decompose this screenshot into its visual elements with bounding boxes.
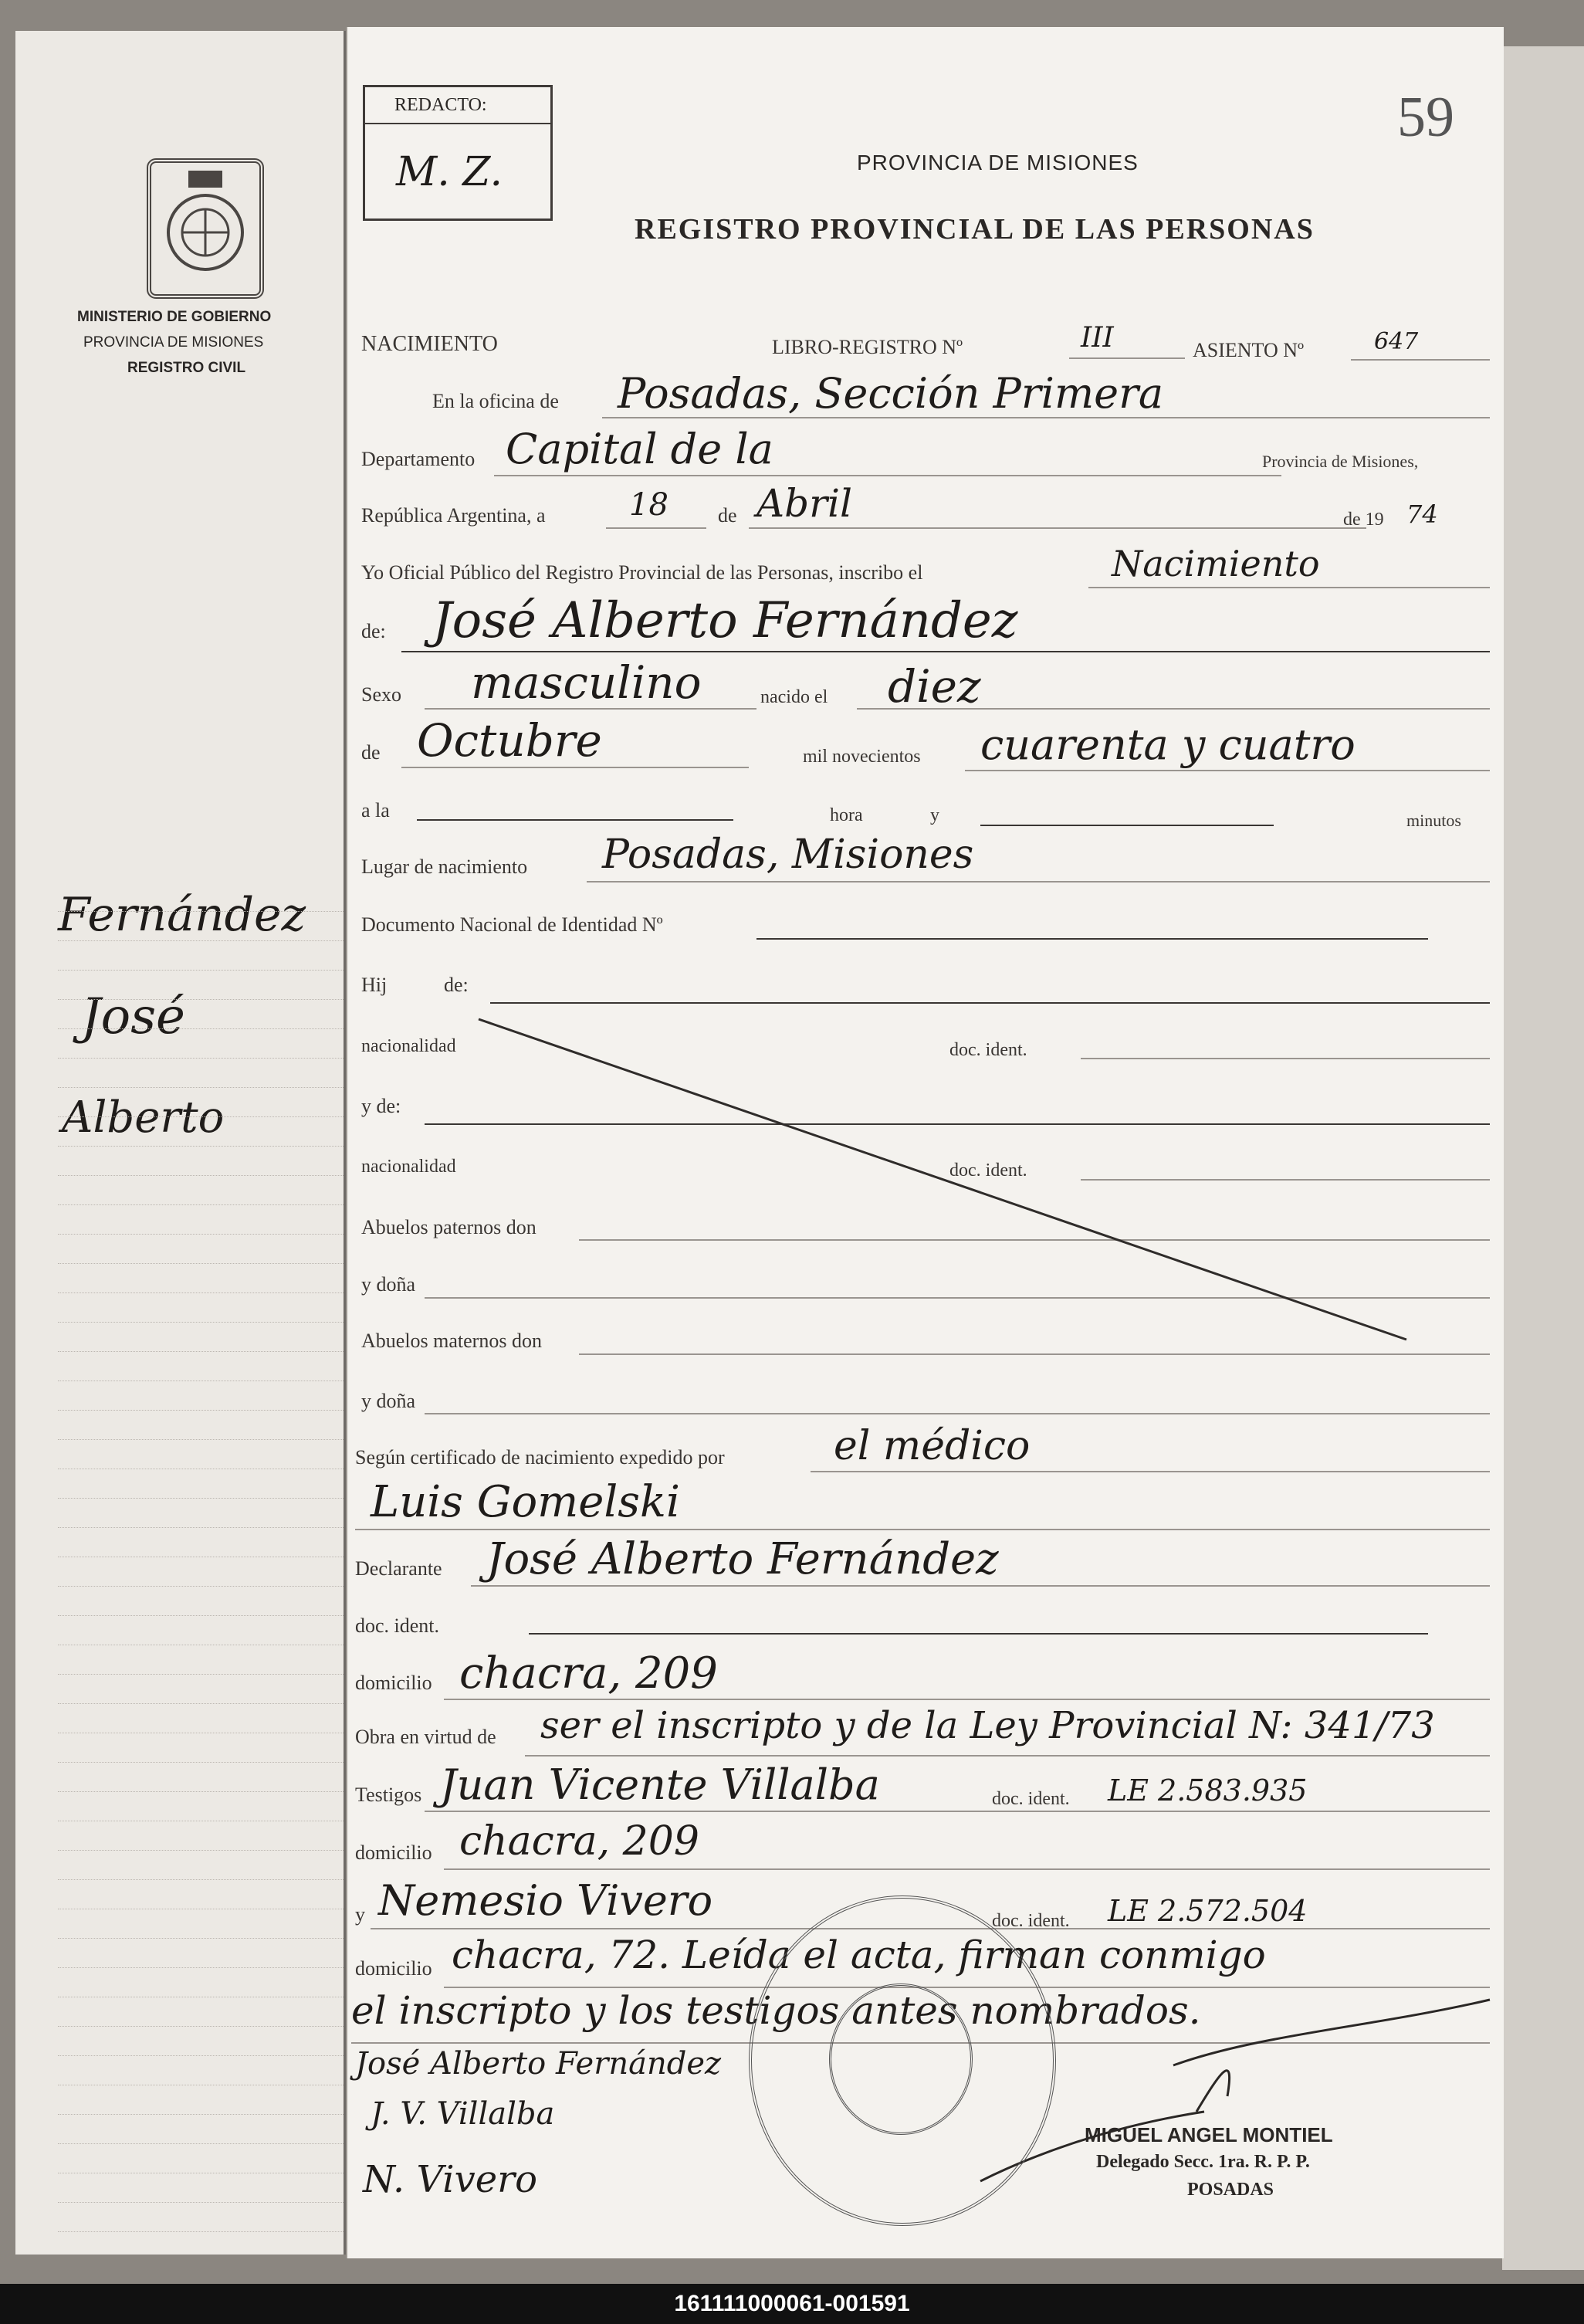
redacto-initials: M. Z.: [396, 149, 503, 195]
stub-rule: [58, 1322, 344, 1323]
abuelos-paternos-label: Abuelos paternos don: [361, 1216, 536, 1238]
stub-rule: [58, 1762, 344, 1763]
nacionalidad-label-2: nacionalidad: [361, 1157, 456, 1177]
stub-rule: [58, 1116, 344, 1117]
ala-label: a la: [361, 799, 390, 822]
hij-label: Hij: [361, 974, 388, 996]
page-stack-edge: [1502, 46, 1584, 2270]
record-type-label: NACIMIENTO: [361, 332, 498, 356]
mes-nac-value: Octubre: [417, 714, 602, 767]
stub-rule: [58, 1439, 344, 1440]
stub-rule: [58, 1058, 344, 1059]
stub-rule: [58, 1586, 344, 1587]
oficina-label: En la oficina de: [432, 390, 559, 412]
stub-rule: [58, 1204, 344, 1205]
de2-label: de:: [361, 620, 386, 642]
stub-rule: [58, 1967, 344, 1968]
stub-rule: [58, 2231, 344, 2232]
testigo1-doc-label: doc. ident.: [992, 1789, 1070, 1809]
stub-rule: [58, 1028, 344, 1029]
domicilio-value: chacra, 209: [459, 1648, 718, 1699]
provincia-label: Provincia de Misiones,: [1262, 452, 1419, 471]
official-name: MIGUEL ANGEL MONTIEL: [1085, 2123, 1333, 2146]
hora-label: hora: [830, 805, 863, 825]
ministry-line-3: REGISTRO CIVIL: [127, 360, 246, 376]
testigo2-doc-label: doc. ident.: [992, 1911, 1070, 1931]
stub-rule: [58, 970, 344, 971]
stub-rule: [58, 2026, 344, 2027]
stub-rule: [58, 940, 344, 941]
sexo-label: Sexo: [361, 683, 401, 706]
anio-value: 74: [1406, 500, 1438, 529]
medico-value: Luis Gomelski: [371, 1477, 680, 1527]
provincial-emblem-icon: [147, 158, 264, 299]
stub-rule: [58, 2055, 344, 2056]
stub-rule: [58, 911, 344, 912]
oficina-value: Posadas, Sección Primera: [618, 369, 1164, 418]
stub-rule: [58, 1850, 344, 1851]
stub-rule: [58, 2114, 344, 2115]
domicilio1-value: chacra, 209: [459, 1818, 699, 1865]
redacto-label: REDACTO:: [394, 95, 487, 115]
certificado-label: Según certificado de nacimiento expedido por: [355, 1446, 725, 1469]
stub-middle-name: Alberto: [62, 1093, 225, 1143]
libro-label: LIBRO-REGISTRO Nº: [772, 336, 963, 358]
stub-rule: [58, 1087, 344, 1088]
mil-label: mil novecientos: [803, 747, 921, 767]
testigo1-doc: LE 2.583.935: [1108, 1773, 1308, 1807]
stub-rule: [58, 1263, 344, 1264]
stub-rule: [58, 2202, 344, 2203]
stub-rule: [58, 1527, 344, 1528]
stub-rule: [58, 1292, 344, 1293]
anio-label: de 19: [1343, 510, 1384, 530]
signature-testigo-1: J. V. Villalba: [371, 2096, 555, 2132]
hij-de-label: de:: [444, 974, 469, 996]
asiento-value: 647: [1374, 328, 1419, 355]
testigo2-doc: LE 2.572.504: [1108, 1894, 1308, 1928]
domicilio1-label: domicilio: [355, 1841, 432, 1864]
libro-value: III: [1081, 322, 1114, 354]
register-stub: [15, 31, 346, 2255]
y-testigo-label: y: [355, 1903, 365, 1926]
stub-rule: [58, 999, 344, 1000]
stub-rule: [58, 1410, 344, 1411]
y-label: y: [930, 805, 939, 825]
mes-value: Abril: [756, 481, 852, 526]
inscribo-value: Nacimiento: [1112, 543, 1320, 584]
testigo2-value: Nemesio Vivero: [378, 1876, 713, 1925]
departamento-label: Departamento: [361, 448, 476, 470]
domicilio-label: domicilio: [355, 1672, 432, 1694]
stub-rule: [58, 1615, 344, 1616]
nacido-label: nacido el: [760, 687, 828, 707]
registry-seal-icon: [749, 1895, 1056, 2226]
ministry-line-2: PROVINCIA DE MISIONES: [83, 334, 264, 351]
certificado-value: el médico: [834, 1423, 1031, 1469]
official-city: POSADAS: [1187, 2180, 1274, 2200]
abuelos-maternos-label: Abuelos maternos don: [361, 1330, 542, 1352]
departamento-value: Capital de la: [506, 425, 773, 473]
doc-ident-label-1: doc. ident.: [949, 1040, 1027, 1060]
stub-rule: [58, 1146, 344, 1147]
stub-surname: Fernández: [58, 888, 306, 942]
dni-label: Documento Nacional de Identidad Nº: [361, 913, 663, 936]
asiento-label: ASIENTO Nº: [1193, 339, 1305, 361]
ministry-line-1: MINISTERIO DE GOBIERNO: [77, 309, 272, 325]
signature-testigo-2: N. Vivero: [363, 2158, 537, 2201]
stub-rule: [58, 1791, 344, 1792]
obra-label: Obra en virtud de: [355, 1726, 496, 1748]
nacido-value: diez: [888, 660, 981, 713]
page-title: REGISTRO PROVINCIAL DE LAS PERSONAS: [635, 213, 1315, 246]
stub-rule: [58, 1879, 344, 1880]
lugar-value: Posadas, Misiones: [602, 832, 974, 878]
stub-rule: [58, 1175, 344, 1176]
signature-declarante: José Alberto Fernández: [355, 2046, 722, 2082]
lugar-label: Lugar de nacimiento: [361, 855, 528, 878]
sexo-value: masculino: [471, 656, 702, 709]
nacionalidad-label-1: nacionalidad: [361, 1036, 456, 1056]
republica-label: República Argentina, a: [361, 504, 546, 527]
anio-nac-value: cuarenta y cuatro: [980, 720, 1356, 769]
testigos-label: Testigos: [355, 1784, 422, 1806]
ydona-label-2: y doña: [361, 1390, 416, 1412]
stub-rule: [58, 1498, 344, 1499]
yde-label: y de:: [361, 1095, 401, 1117]
stub-rule: [58, 1703, 344, 1704]
stub-rule: [58, 1351, 344, 1352]
domicilio2-value: chacra, 72. Leída el acta, firman conmigo: [452, 1933, 1266, 1977]
stub-rule: [58, 1674, 344, 1675]
stub-first-name: José: [81, 988, 185, 1045]
domicilio2-label: domicilio: [355, 1957, 432, 1980]
oficial-text: Yo Oficial Público del Registro Provincial de las Personas, inscribo el: [361, 561, 923, 584]
declarante-label: Declarante: [355, 1557, 442, 1580]
doc-ident-label-2: doc. ident.: [949, 1160, 1027, 1181]
minutos-label: minutos: [1406, 811, 1461, 830]
province-heading: PROVINCIA DE MISIONES: [857, 151, 1139, 174]
de3-label: de: [361, 741, 381, 764]
de-label: de: [718, 504, 737, 527]
testigo1-value: Juan Vicente Villalba: [440, 1760, 880, 1809]
register-page: [346, 27, 1504, 2258]
ydona-label-1: y doña: [361, 1273, 416, 1296]
nombre-value: José Alberto Fernández: [432, 592, 1018, 649]
cierre-value: el inscripto y los testigos antes nombrados.: [351, 1988, 1201, 2033]
document-code-footer: 161111000061-001591: [0, 2284, 1584, 2324]
stub-rule: [58, 1234, 344, 1235]
page-number: 59: [1397, 86, 1454, 149]
docident-label: doc. ident.: [355, 1614, 440, 1637]
dia-value: 18: [629, 487, 668, 523]
stub-rule: [58, 1938, 344, 1939]
obra-value: ser el inscripto y de la Ley Provincial N: 341/73: [540, 1704, 1435, 1747]
official-role: Delegado Secc. 1ra. R. P. P.: [1096, 2152, 1310, 2172]
declarante-value: José Alberto Fernández: [486, 1534, 999, 1584]
stub-rule: [58, 2143, 344, 2144]
